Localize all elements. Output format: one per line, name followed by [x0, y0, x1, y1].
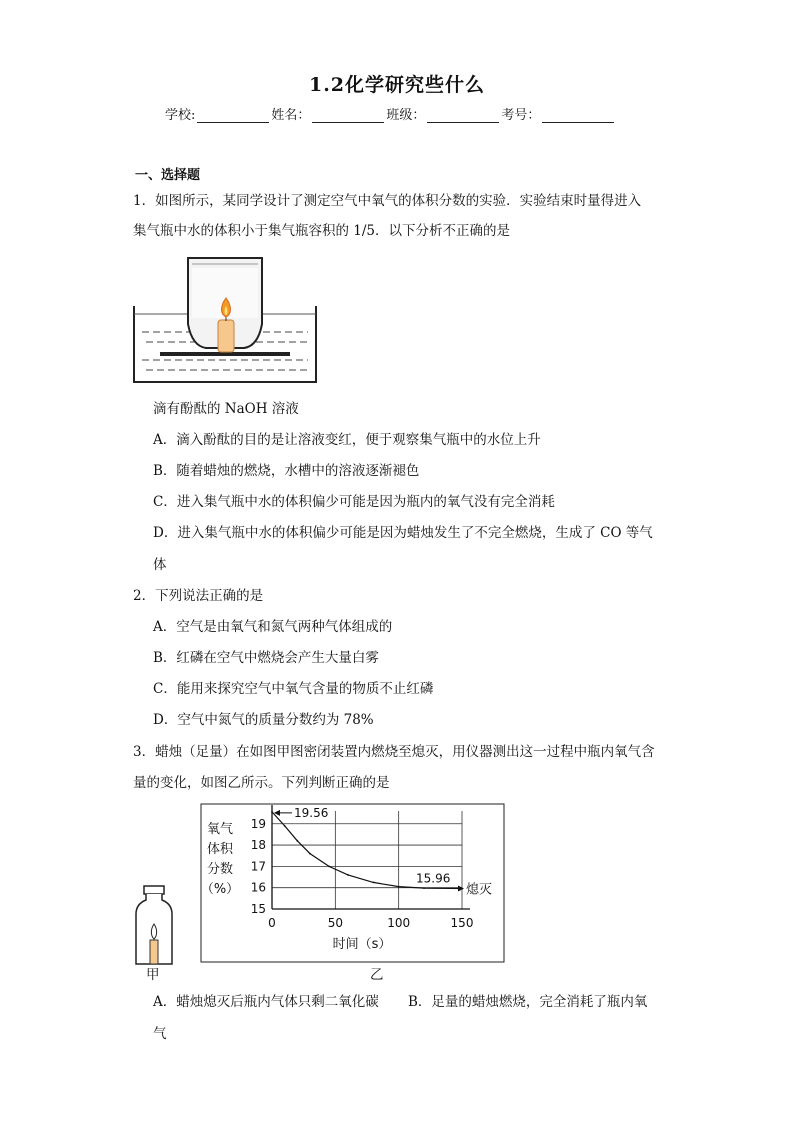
q1-figure-caption: 滴有酚酞的 NaOH 溶液: [153, 401, 299, 417]
class-label: 班级：: [386, 108, 426, 123]
data-point-7: [398, 886, 400, 888]
q1-option-d[interactable]: D．进入集气瓶中水的体积偏少可能是因为蜡烛发生了不完全燃烧，生成了 CO 等气: [153, 525, 653, 541]
data-point-8: [423, 887, 425, 889]
y-tick-label-17: 17: [250, 859, 266, 874]
q1-option-b[interactable]: B．随着蜡烛的燃烧，水槽中的溶液逐渐褪色: [153, 463, 420, 479]
annotation-extinguished: 熄灭: [466, 882, 493, 898]
q3-option-b[interactable]: B．足量的蜡烛燃烧，完全消耗了瓶内氧: [408, 994, 648, 1010]
q1-option-a[interactable]: A．滴入酚酞的目的是让溶液变红，便于观察集气瓶中的水位上升: [153, 432, 541, 448]
x-tick-label-50: 50: [327, 916, 343, 930]
q2-stem: 2．下列说法正确的是: [133, 588, 264, 604]
q3-figure-jia-label: 甲: [146, 967, 160, 983]
q2-option-c[interactable]: C．能用来探究空气中氧气含量的物质不止红磷: [153, 681, 434, 697]
y-tick-label-15: 15: [250, 902, 266, 916]
q1-option-c[interactable]: C．进入集气瓶中水的体积偏少可能是因为瓶内的氧气没有完全消耗: [153, 494, 555, 510]
q3-stem-line-2: 量的变化，如图乙所示。下列判断正确的是: [133, 775, 390, 791]
q3-option-a[interactable]: A．蜡烛熄灭后瓶内气体只剩二氧化碳: [153, 994, 379, 1010]
data-point-2: [296, 840, 298, 842]
y-axis-label-line-0: 氧气: [206, 822, 234, 837]
y-axis-label-line-3: （%）: [200, 882, 240, 897]
q1-apparatus-figure: [130, 254, 320, 386]
q3-option-b-continued: 气: [153, 1026, 167, 1042]
y-tick-label-18: 18: [250, 838, 266, 853]
name-label: 姓名：: [271, 108, 311, 123]
q2-option-b[interactable]: B．红磷在空气中燃烧会产生大量白雾: [153, 650, 379, 666]
y-axis-label-line-2: 分数: [206, 862, 234, 877]
exam-number-blank[interactable]: [542, 108, 614, 123]
x-tick-label-150: 150: [450, 916, 474, 930]
data-point-3: [309, 853, 311, 855]
y-tick-label-19: 19: [250, 816, 266, 831]
q1-stem-line-2: 集气瓶中水的体积小于集气瓶容积的 1/5．以下分析不正确的是: [133, 223, 511, 239]
exam-number-label: 考号：: [501, 108, 541, 123]
data-point-6: [372, 881, 374, 883]
q3-figure-jia-bottle: [134, 884, 174, 968]
page-title: 1.2化学研究些什么: [308, 74, 486, 96]
q2-option-d[interactable]: D．空气中氮气的质量分数约为 78%: [153, 712, 374, 728]
data-point-1: [284, 825, 286, 827]
x-axis-label: 时间（s）: [332, 937, 392, 952]
annotation-start-value: 19.56: [294, 805, 329, 820]
name-blank[interactable]: [312, 108, 384, 123]
q1-stem-line-1: 1．如图所示，某同学设计了测定空气中氧气的体积分数的实验．实验结束时量得进入: [133, 193, 642, 209]
q3-oxygen-chart: [200, 803, 505, 963]
x-tick-label-100: 100: [387, 916, 411, 930]
q3-stem-line-1: 3．蜡烛（足量）在如图甲图密闭装置内燃烧至熄灭，用仪器测出这一过程中瓶内氧气含: [133, 744, 655, 760]
q2-option-a[interactable]: A．空气是由氧气和氮气两种气体组成的: [153, 619, 393, 635]
y-axis-label-line-1: 体积: [206, 842, 234, 857]
y-tick-label-16: 16: [250, 880, 266, 895]
data-point-5: [347, 874, 349, 876]
q3-figure-yi-label: 乙: [370, 967, 384, 983]
data-point-4: [328, 865, 330, 867]
data-point-0: [271, 811, 273, 813]
section-title: 一、选择题: [135, 168, 201, 183]
student-info-line: [165, 104, 616, 123]
school-label: 学校:: [165, 108, 196, 123]
q1-option-d-continued: 体: [153, 557, 167, 573]
school-blank[interactable]: [197, 108, 269, 123]
annotation-end-value: 15.96: [416, 871, 451, 886]
class-blank[interactable]: [427, 108, 499, 123]
x-tick-label-0: 0: [268, 916, 276, 930]
